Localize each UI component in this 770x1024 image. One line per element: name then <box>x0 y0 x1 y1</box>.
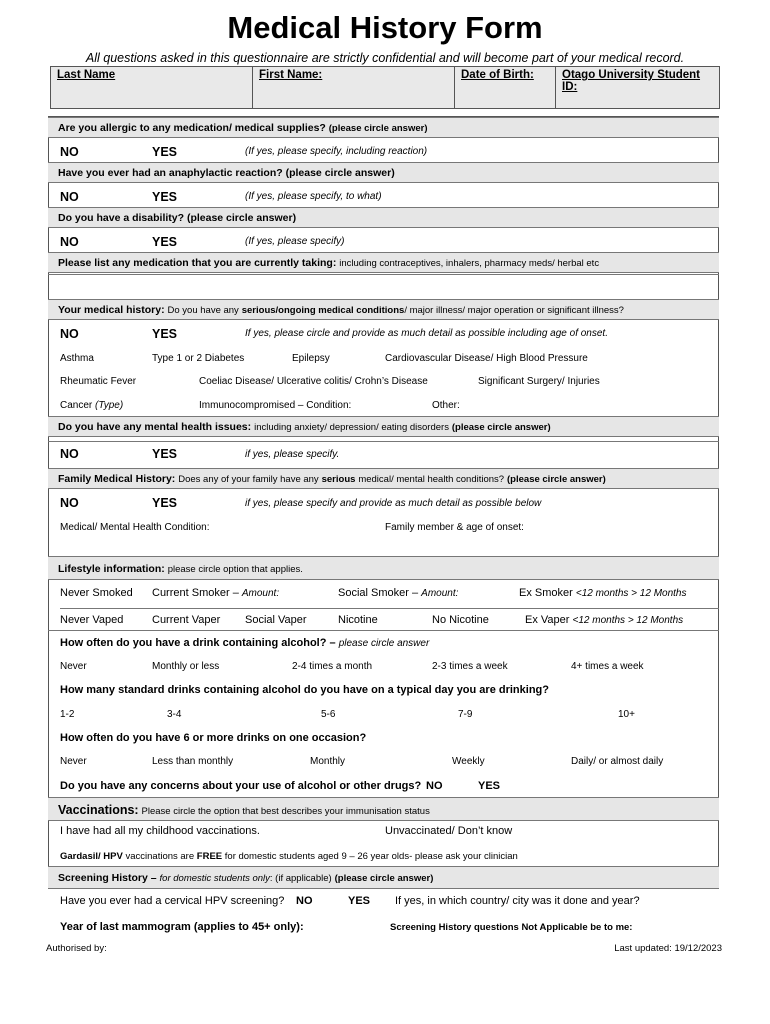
surgery-option[interactable]: Significant Surgery/ Injuries <box>478 376 600 387</box>
mental-yes-option[interactable]: YES <box>152 447 178 461</box>
standard-drinks-question: How many standard drinks containing alcohol do you have on a typical day you are drinking? <box>60 684 549 696</box>
last-updated: Last updated: 19/12/2023 <box>614 943 722 954</box>
hpv-yes-option[interactable]: YES <box>348 895 371 907</box>
last-name-field[interactable]: Last Name <box>51 67 253 108</box>
lifestyle-header: Lifestyle information: please circle option that applies. <box>48 556 719 580</box>
anaphylactic-question: Have you ever had an anaphylactic reaction? (please circle answer) <box>48 162 719 183</box>
alcohol-option[interactable]: Never <box>60 661 87 672</box>
mental-note: if yes, please specify. <box>245 449 340 460</box>
current-smoker-option[interactable]: Current Smoker – Amount: <box>152 587 280 599</box>
ex-vaper-option[interactable]: Ex Vaper <12 months > 12 Months <box>525 614 684 626</box>
mental-no-option[interactable]: NO <box>60 447 79 461</box>
first-name-field[interactable]: First Name: <box>253 67 455 108</box>
alcohol-frequency-question: How often do you have a drink containing alcohol? – please circle answer <box>60 637 430 649</box>
screening-header: Screening History – for domestic students only: (if applicable) (please circle answer) <box>48 866 719 889</box>
six-drinks-option[interactable]: Weekly <box>452 756 485 767</box>
mammogram-field[interactable]: Year of last mammogram (applies to 45+ only): <box>60 921 304 933</box>
alcohol-option[interactable]: 2-4 times a month <box>292 661 373 672</box>
concern-no-option[interactable]: NO <box>426 780 443 792</box>
family-history-question: Family Medical History: Does any of your family have any serious medical/ mental health conditions? (please circle answer) <box>48 468 719 489</box>
ex-smoker-option[interactable]: Ex Smoker <12 months > 12 Months <box>519 587 687 599</box>
disability-question: Do you have a disability? (please circle answer) <box>48 207 719 228</box>
disability-yes-option[interactable]: YES <box>152 235 178 249</box>
hpv-screening-question: Have you ever had a cervical HPV screening? <box>60 895 285 907</box>
family-member-field[interactable]: Family member & age of onset: <box>385 522 524 533</box>
six-drinks-option[interactable]: Never <box>60 756 87 767</box>
anaphylactic-no-option[interactable]: NO <box>60 190 79 204</box>
medication-question: Please list any medication that you are currently taking: including contraceptives, inhalers, pharmacy meds/ herbal etc <box>48 252 719 273</box>
social-vaper-option[interactable]: Social Vaper <box>245 614 307 626</box>
confidentiality-note: All questions asked in this questionnaire are strictly confidential and will become part of your medical record. <box>85 51 685 65</box>
immunocompromised-option[interactable]: Immunocompromised – Condition: <box>199 400 352 411</box>
cardiovascular-option[interactable]: Cardiovascular Disease/ High Blood Pressure <box>385 353 588 364</box>
epilepsy-option[interactable]: Epilepsy <box>292 353 330 364</box>
unvaccinated-option[interactable]: Unvaccinated/ Don’t know <box>385 825 513 837</box>
concern-yes-option[interactable]: YES <box>478 780 501 792</box>
nicotine-option[interactable]: Nicotine <box>338 614 378 626</box>
divider <box>48 630 719 631</box>
no-nicotine-option[interactable]: No Nicotine <box>432 614 489 626</box>
family-condition-field[interactable]: Medical/ Mental Health Condition: <box>60 522 210 533</box>
drug-concern-question: Do you have any concerns about your use of alcohol or other drugs? <box>60 780 422 792</box>
gardasil-note: Gardasil/ HPV vaccinations are FREE for domestic students aged 9 – 26 year olds- please ask your clinician <box>60 851 518 862</box>
diabetes-option[interactable]: Type 1 or 2 Diabetes <box>152 353 245 364</box>
anaphylactic-yes-option[interactable]: YES <box>152 190 178 204</box>
family-yes-option[interactable]: YES <box>152 496 178 510</box>
social-smoker-option[interactable]: Social Smoker – Amount: <box>338 587 459 599</box>
alcohol-option[interactable]: 2-3 times a week <box>432 661 508 672</box>
drinks-option[interactable]: 7-9 <box>458 709 473 720</box>
allergy-question: Are you allergic to any medication/ medical supplies? (please circle answer) <box>48 117 719 138</box>
allergy-yes-option[interactable]: YES <box>152 145 178 159</box>
page-title: Medical History Form <box>227 10 543 45</box>
other-option[interactable]: Other: <box>432 400 460 411</box>
history-note: If yes, please circle and provide as much detail as possible including age of onset. <box>245 328 608 339</box>
history-no-option[interactable]: NO <box>60 327 79 341</box>
disability-no-option[interactable]: NO <box>60 235 79 249</box>
allergy-note: (If yes, please specify, including reaction) <box>245 146 428 157</box>
alcohol-option[interactable]: Monthly or less <box>152 661 220 672</box>
history-yes-option[interactable]: YES <box>152 327 178 341</box>
screening-not-applicable[interactable]: Screening History questions Not Applicable be to me: <box>390 922 633 933</box>
divider <box>60 608 719 609</box>
rheumatic-fever-option[interactable]: Rheumatic Fever <box>60 376 137 387</box>
medical-history-question: Your medical history: Do you have any serious/ongoing medical conditions/ major illness/ major operation or significant illness? <box>48 299 719 320</box>
student-details-table <box>50 66 720 109</box>
six-drinks-option[interactable]: Less than monthly <box>152 756 234 767</box>
disability-note: (If yes, please specify) <box>245 236 345 247</box>
allergy-no-option[interactable]: NO <box>60 145 79 159</box>
family-note: if yes, please specify and provide as much detail as possible below <box>245 498 542 509</box>
six-drinks-option[interactable]: Daily/ or almost daily <box>571 756 664 767</box>
alcohol-option[interactable]: 4+ times a week <box>571 661 644 672</box>
authorised-by: Authorised by: <box>46 943 107 954</box>
date-of-birth-field[interactable]: Date of Birth: <box>455 67 556 108</box>
drinks-option[interactable]: 3-4 <box>167 709 182 720</box>
hpv-where-field[interactable]: If yes, in which country/ city was it done and year? <box>395 895 640 907</box>
divider <box>48 274 719 275</box>
drinks-option[interactable]: 5-6 <box>321 709 336 720</box>
hpv-no-option[interactable]: NO <box>296 895 313 907</box>
six-drinks-option[interactable]: Monthly <box>310 756 346 767</box>
coeliac-option[interactable]: Coeliac Disease/ Ulcerative colitis/ Crohn’s Disease <box>199 376 428 387</box>
vaccinations-header: Vaccinations: Please circle the option that best describes your immunisation status <box>48 797 719 821</box>
drinks-option[interactable]: 10+ <box>618 709 635 720</box>
never-smoked-option[interactable]: Never Smoked <box>60 587 133 599</box>
cancer-option[interactable]: Cancer (Type) <box>60 400 124 411</box>
mental-health-question: Do you have any mental health issues: including anxiety/ depression/ eating disorders (please circle answer) <box>48 416 719 437</box>
never-vaped-option[interactable]: Never Vaped <box>60 614 124 626</box>
current-vaper-option[interactable]: Current Vaper <box>152 614 221 626</box>
divider <box>48 441 719 442</box>
family-no-option[interactable]: NO <box>60 496 79 510</box>
student-id-field[interactable]: Otago University Student ID: <box>562 69 701 93</box>
all-vaccinations-option[interactable]: I have had all my childhood vaccinations. <box>60 825 260 837</box>
six-drinks-question: How often do you have 6 or more drinks on one occasion? <box>60 732 367 744</box>
anaphylactic-note: (If yes, please specify, to what) <box>245 191 382 202</box>
asthma-option[interactable]: Asthma <box>60 353 94 364</box>
drinks-option[interactable]: 1-2 <box>60 709 75 720</box>
